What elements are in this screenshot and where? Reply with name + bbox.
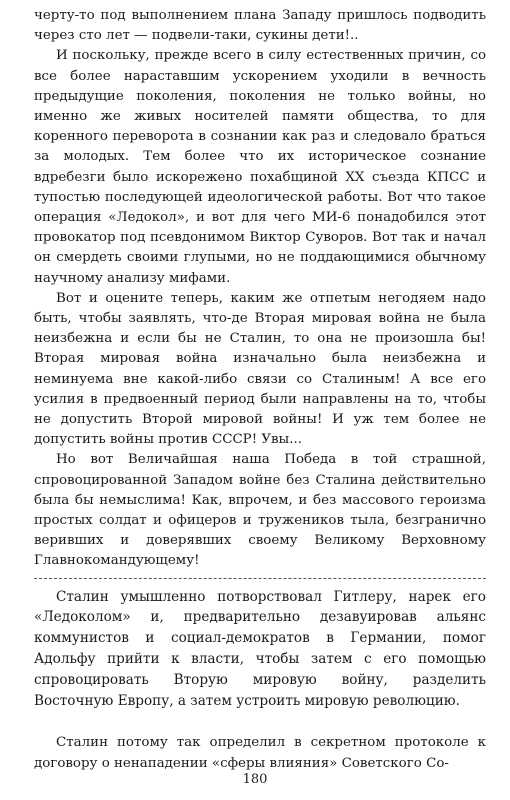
quote-block	[34, 587, 486, 712]
page-number: 180	[242, 772, 268, 787]
spacer	[34, 711, 486, 733]
paragraph-final: Сталин потому так определил в секретном протоколе к договору о ненападении «сферы влияния» Советского Со-	[34, 735, 486, 771]
section-divider	[34, 578, 486, 579]
paragraph-4: Но вот Величайшая наша Победа в той страшной, спровоцированной Западом войне без Сталина действительно была бы немыслима! Как, впрочем, и без массового героизма простых солдат и офицеров и тружеников тыла, безгранично веривших и доверявших своему Великому Верховному Главнокомандующему!	[34, 452, 486, 569]
page-body	[34, 6, 486, 774]
quote-paragraph: Сталин умышленно потворствовал Гитлеру, нарек его «Ледоколом» и, предварительно дезавуировав альянс коммунистов и социал-демократов в Германии, помог Адольфу прийти к власти, чтобы затем с его помощью спровоцировать Вторую мировую войну, разделить Восточную Европу, а затем устроить мировую революцию.	[34, 588, 486, 709]
paragraph-2: И поскольку, прежде всего в силу естественных причин, со все более нараставшим ускорением уходили в вечность предыдущие поколения, поколения не только войны, но именно же живых носителей памяти общества, то для коренного переворота в сознании как раз и следовало браться за молодых. Тем более что их историческое сознание вдребезги было искорежено похабщиной XX съезда КПСС и тупостью последующей идеологической работы. Вот что такое операция «Ледокол», и вот для чего МИ-6 понадобился этот провокатор под псевдонимом Виктор Суворов. Вот так и начал он смердеть своими глупыми, но не поддающимися обычному научному анализу мифами.	[34, 48, 486, 286]
paragraph-1: черту-то под выполнением плана Западу пришлось подводить через сто лет — подвели-таки, сукины дети!..	[34, 8, 486, 44]
paragraph-3: Вот и оцените теперь, каким же отпетым негодяем надо быть, чтобы заявлять, что-де Вторая мировая война не была неизбежна и если бы не Сталин, то она не произошла бы! Вторая мировая война изначально была неизбежна и неминуема вне какой-либо связи со Сталиным! А все его усилия в предвоенный период были направлены на то, чтобы не допустить Второй мировой войны! И уж тем более не допустить войны против СССР! Увы...	[34, 290, 486, 448]
